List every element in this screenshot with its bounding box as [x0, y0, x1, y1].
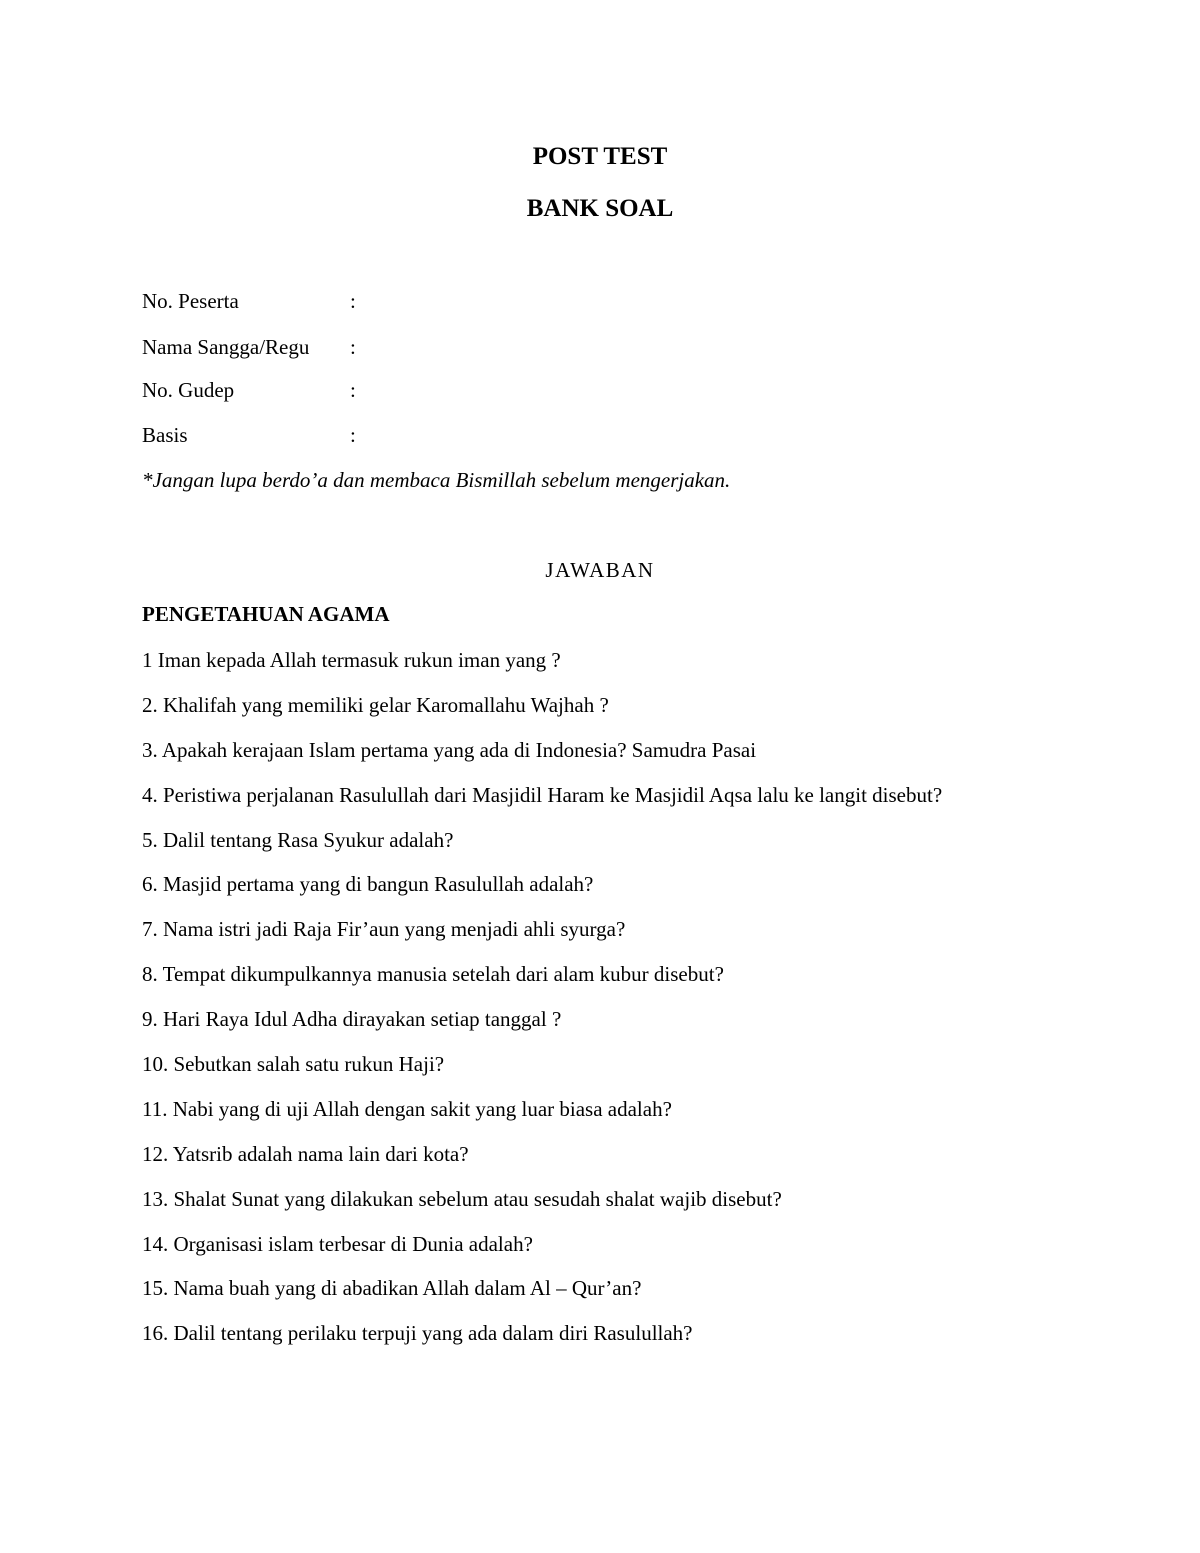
- question-list: [142, 645, 1142, 1363]
- question-item: 11. Nabi yang di uji Allah dengan sakit yang luar biasa adalah?: [142, 1096, 672, 1121]
- question-item: 15. Nama buah yang di abadikan Allah dalam Al – Qur’an?: [142, 1276, 642, 1301]
- section-title: JAWABAN: [545, 558, 655, 582]
- question-item: 2. Khalifah yang memiliki gelar Karomallahu Wajhah ?: [142, 692, 609, 717]
- question-item: 7. Nama istri jadi Raja Fir’aun yang menjadi ahli syurga?: [142, 917, 626, 942]
- field-colon: :: [350, 289, 356, 313]
- instruction-note: *Jangan lupa berdo’a dan membaca Bismillah sebelum mengerjakan.: [142, 468, 731, 492]
- question-item: 3. Apakah kerajaan Islam pertama yang ada di Indonesia? Samudra Pasai: [142, 737, 757, 762]
- field-colon: :: [350, 423, 356, 447]
- subsection-title: PENGETAHUAN AGAMA: [142, 602, 390, 626]
- question-item: 9. Hari Raya Idul Adha dirayakan setiap tanggal ?: [142, 1007, 562, 1032]
- question-item: 4. Peristiwa perjalanan Rasulullah dari Masjidil Haram ke Masjidil Aqsa lalu ke langit disebut?: [142, 782, 943, 807]
- field-label: Basis: [142, 423, 188, 447]
- question-item: 12. Yatsrib adalah nama lain dari kota?: [142, 1141, 469, 1166]
- field-label: No. Peserta: [142, 289, 239, 313]
- field-colon: :: [350, 335, 356, 359]
- page-subtitle: BANK SOAL: [526, 195, 674, 222]
- field-label: Nama Sangga/Regu: [142, 335, 310, 359]
- question-item: 6. Masjid pertama yang di bangun Rasulullah adalah?: [142, 872, 594, 897]
- field-colon: :: [350, 378, 356, 402]
- question-item: 16. Dalil tentang perilaku terpuji yang ada dalam diri Rasulullah?: [142, 1321, 693, 1346]
- question-item: 1 Iman kepada Allah termasuk rukun iman yang ?: [142, 648, 561, 672]
- question-item: 13. Shalat Sunat yang dilakukan sebelum atau sesudah shalat wajib disebut?: [142, 1186, 782, 1211]
- question-item: 8. Tempat dikumpulkannya manusia setelah dari alam kubur disebut?: [142, 962, 724, 987]
- page-title: POST TEST: [532, 143, 668, 170]
- field-label: No. Gudep: [142, 378, 235, 402]
- question-item: 10. Sebutkan salah satu rukun Haji?: [142, 1052, 445, 1077]
- question-item: 14. Organisasi islam terbesar di Dunia adalah?: [142, 1231, 533, 1256]
- question-item: 5. Dalil tentang Rasa Syukur adalah?: [142, 827, 454, 852]
